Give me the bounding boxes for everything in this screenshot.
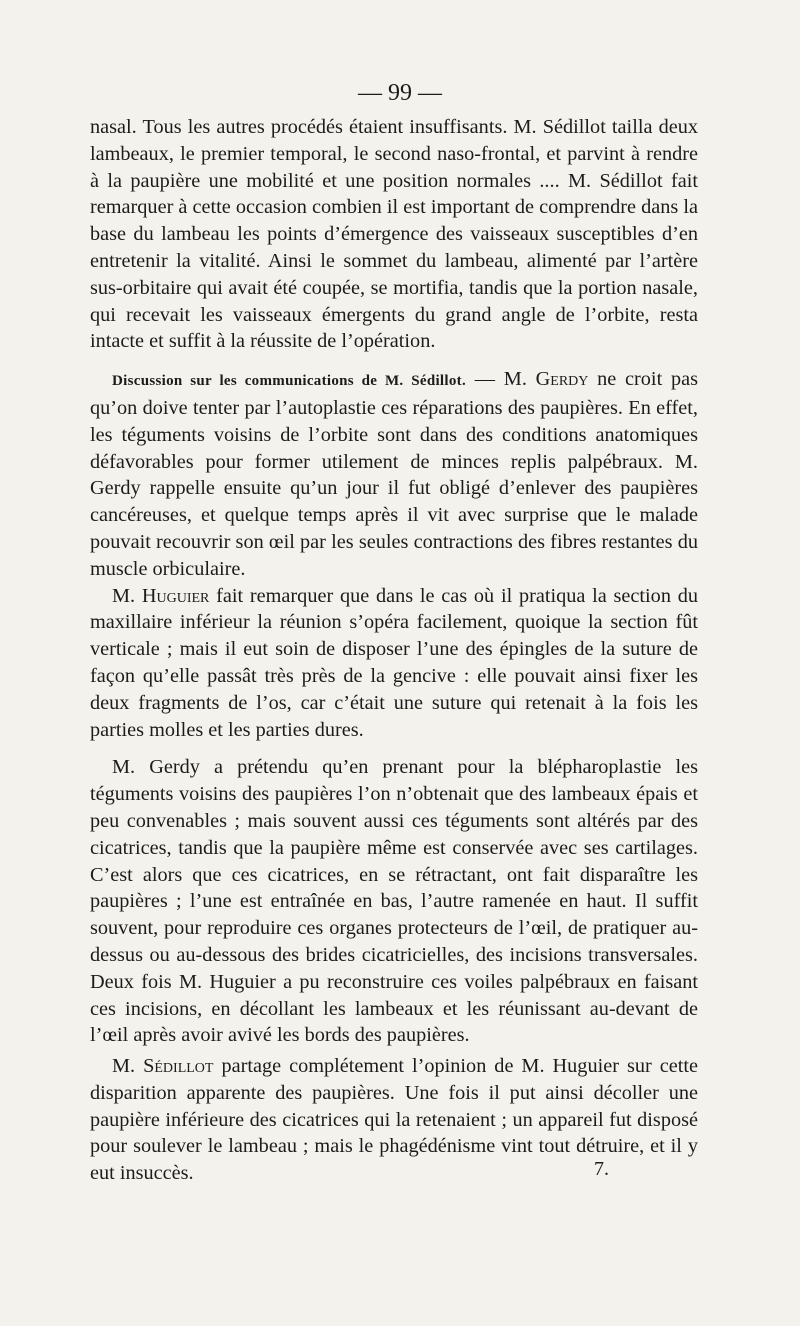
signature-mark: 7.	[594, 1158, 609, 1180]
paragraph-5-text: partage complétement l’opinion de M. Huguier sur cette disparition apparente des paupières. Une fois il put ainsi décoller une paupière inférieure des cicatrices qui la retenaient ; un appareil fut disposé pour soulever le lambeau ; mais le phagédénisme vint tout détruire, et il y eut insuccès.	[90, 1055, 698, 1185]
speaker-prefix: M.	[112, 584, 142, 607]
paragraph-2	[90, 366, 698, 582]
body-text	[90, 114, 698, 1187]
speaker-name: Gerdy	[535, 368, 589, 391]
section-heading: Discussion sur les communications de M. Sédillot.	[112, 373, 467, 390]
speaker-name: Sédillot	[143, 1055, 214, 1078]
page-number: — 99 —	[358, 80, 442, 106]
paragraph-1: nasal. Tous les autres procédés étaient insuffisants. M. Sédillot tailla deux lambeaux, le premier temporal, le second naso-frontal, et parvint à rendre à la paupière une mobilité et une position normales .... M. Sédillot fait remarquer à cette occasion combien il est important de comprendre dans la base du lambeau les points d’émergence des vaisseaux susceptibles d’en entretenir la vitalité. Ainsi le sommet du lambeau, alimenté par l’artère sus-orbitaire qui avait été coupée, se mortifia, tandis que la portion nasale, qui recevait les vaisseaux émergents du grand angle de l’orbite, resta intacte et suffit à la réussite de l’opération.	[90, 116, 698, 353]
speaker-prefix: M.	[112, 1055, 144, 1078]
paragraph-4: M. Gerdy a prétendu qu’en prenant pour la blépharoplastie les téguments voisins des paupières l’on n’obtenait que des lambeaux épais et peu convenables ; mais souvent aussi ces téguments sont altérés par des cicatrices, tandis que la paupière même est conservée avec ses cartilages. C’est alors que ces cicatrices, en se rétractant, ont fait disparaître les paupières ; l’une est entraînée en bas, l’autre ramenée en haut. Il suffit souvent, pour reproduire ces organes protecteurs de l’œil, de pratiquer au-dessus ou au-dessous des brides cicatricielles, des incisions transversales. Deux fois M. Huguier a pu reconstruire ces voiles palpébraux en faisant ces incisions, en décollant les lambeaux et les réunissant au-devant de l’œil après avoir avivé les bords des paupières.	[90, 756, 698, 1047]
paragraph-2-text: ne croit pas qu’on doive tenter par l’autoplastie ces réparations des paupières. En effet, les téguments voisins de l’orbite sont dans des conditions anatomiques défavorables pour former utilement de minces replis palpébraux. M. Gerdy rappelle ensuite qu’un jour il fut obligé d’enlever des paupières cancéreuses, et quelque temps après il vit avec surprise que le malade pouvait recouvrir son œil par les seules contractions des fibres restantes du muscle orbiculaire.	[90, 368, 698, 580]
speaker-name: Huguier	[141, 584, 210, 607]
paragraph-3	[90, 583, 698, 744]
paragraph-3-text: fait remarquer que dans le cas où il pratiqua la section du maxillaire inférieur la réunion s’opéra facilement, quoique la section fût verticale ; mais il eut soin de disposer l’une des épingles de la suture de façon qu’elle passât très près de la gencive : elle pouvait ainsi fixer les deux fragments de l’os, car c’était une suture qui retenait à la fois les parties molles et les parties dures.	[90, 584, 698, 741]
heading-dash: — M.	[466, 368, 536, 391]
